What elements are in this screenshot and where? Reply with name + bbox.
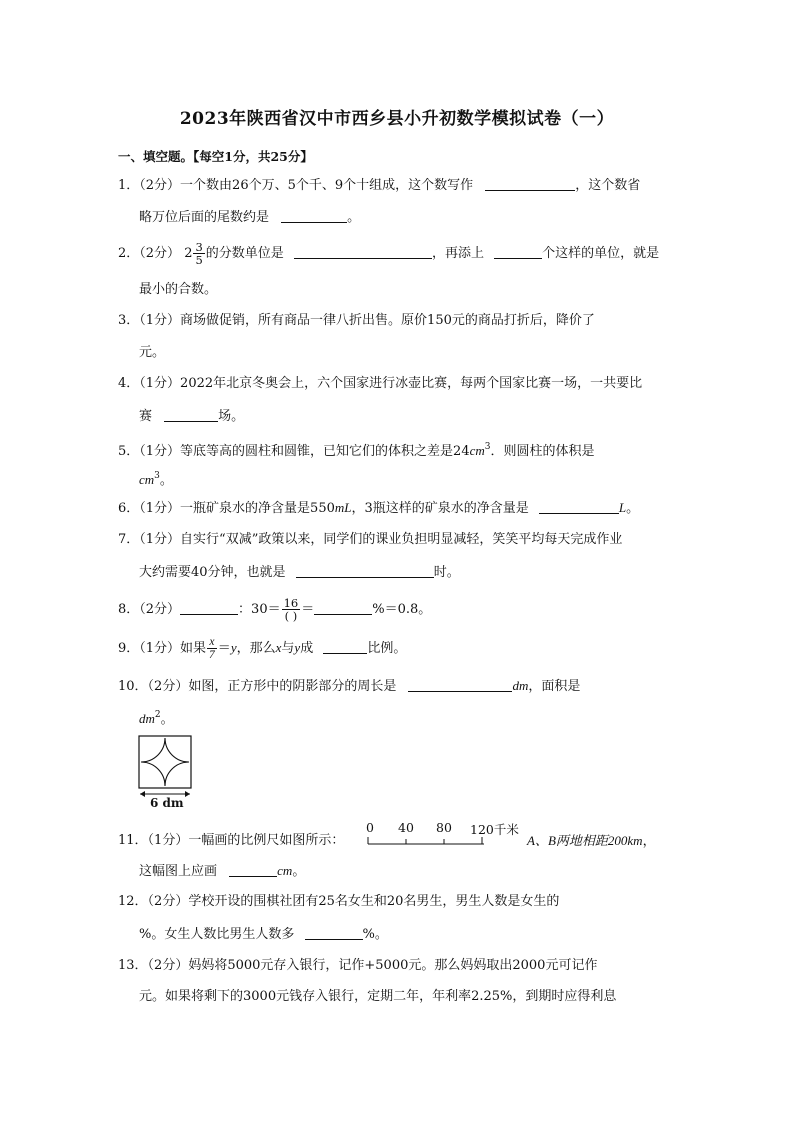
q1-text-3: 略万位后面的尾数约是 (139, 210, 270, 225)
section-heading: 一、填空题。【每空1分，共25分】 (118, 149, 313, 164)
question-1-line-1 (118, 177, 640, 194)
q3-text: 3．（1分）商场做促销，所有商品一律八折出售。原价150元的商品打折后，降价了 (118, 313, 595, 328)
scale-tick-0: 0 (366, 820, 374, 835)
q9-text-3: 与 (281, 641, 295, 656)
question-8-line-1 (118, 597, 431, 622)
q4-blank[interactable] (164, 408, 218, 422)
question-6-line-1 (118, 500, 639, 517)
q2-text: 2．（2分） (118, 246, 181, 261)
q2-text-5: 最小的合数。 (139, 282, 218, 297)
q9-text-5: 比例。 (367, 641, 407, 656)
q11-unit-2: cm (277, 863, 293, 878)
q9-variable-y: y (230, 640, 237, 655)
question-12-line-2 (139, 926, 388, 943)
question-5-line-1 (118, 439, 595, 460)
q10-unit-2: dm (139, 711, 155, 726)
scale-tick-120: 120千米 (470, 822, 519, 837)
q11-text-4: 这幅图上应画 (139, 864, 218, 879)
q2-mixed-whole: 2 (184, 246, 193, 261)
q4-text-3: 场。 (218, 409, 245, 424)
q8-blank-1[interactable] (180, 601, 238, 615)
question-5-line-2 (139, 468, 173, 489)
q6-blank[interactable] (539, 500, 619, 514)
q8-text-3: ＝ (301, 602, 315, 617)
q12-text: 12．（2分）学校开设的围棋社团有25名女生和20名男生，男生人数是女生的 (118, 894, 560, 909)
q2-fraction-denominator: 5 (195, 253, 203, 267)
q13-text: 13．（2分）妈妈将5000元存入银行，记作+5000元。那么妈妈取出2000元可记作 (118, 958, 598, 973)
question-7-line-1 (118, 532, 622, 548)
question-2-line-1 (118, 241, 659, 266)
q11-unit-1: km (627, 833, 643, 848)
q11-text-5: 。 (292, 864, 306, 879)
question-10-line-2 (139, 707, 174, 728)
q5-unit-2: cm (139, 472, 155, 487)
q5-text-3: 。 (159, 473, 173, 488)
q2-fraction-numerator: 3 (195, 240, 203, 254)
question-12-line-1 (118, 894, 559, 910)
q9-blank[interactable] (323, 640, 367, 654)
scale-tick-80: 80 (436, 820, 452, 835)
q4-text-2: 赛 (139, 409, 153, 424)
q8-fraction (282, 597, 301, 622)
q7-blank[interactable] (296, 564, 434, 578)
q8-text: 8．（2分） (118, 602, 181, 617)
q9-text: 9．（1分）如果 (118, 641, 207, 656)
q5-unit: cm (469, 443, 485, 458)
q12-blank[interactable] (305, 926, 363, 940)
q9-fraction-numerator: x (207, 636, 217, 649)
q1-text: 1．（2分）一个数由26个万、5个千、9个十组成，这个数写作 (118, 178, 474, 193)
question-3-line-2 (139, 345, 165, 361)
q2-text-2: 的分数单位是 (205, 246, 284, 261)
q6-unit-2: L (618, 500, 627, 515)
figure-dimension-label: 6 dm (150, 796, 184, 810)
square-figure (138, 735, 192, 789)
question-13-line-1 (118, 958, 597, 974)
question-11-line-1 (118, 833, 344, 849)
q5-text-2: ．则圆柱的体积是 (490, 444, 595, 459)
q7-text: 7．（1分）自实行“双减”政策以来，同学们的课业负担明显减轻，笑笑平均每天完成作业 (118, 532, 623, 547)
q2-text-3: ，再添上 (431, 246, 484, 261)
q7-text-3: 时。 (433, 565, 460, 580)
q7-text-2: 大约需要40分钟，也就是 (139, 565, 286, 580)
q8-fraction-denominator[interactable]: ( ) (284, 609, 298, 623)
question-13-line-2 (139, 989, 616, 1005)
q2-text-4: 个这样的单位，就是 (542, 246, 660, 261)
q8-fraction-numerator: 16 (283, 596, 299, 610)
q6-text-2: ，3瓶这样的矿泉水的净含量是 (351, 501, 529, 516)
q8-blank-2[interactable] (314, 601, 372, 615)
q1-blank-1[interactable] (485, 177, 575, 191)
q4-text: 4．（1分）2022年北京冬奥会上，六个国家进行冰壶比赛，每两个国家比赛一场，一共要比 (118, 376, 643, 391)
q13-text-2: 元。如果将剩下的3000元钱存入银行，定期二年，年利率2.25%，到期时应得利息 (139, 989, 617, 1004)
q5-unit-exponent: 3 (484, 442, 491, 452)
q1-text-2: ，这个数省 (575, 178, 641, 193)
q9-equals: ＝ (217, 641, 231, 656)
q10-unit-exponent: 2 (154, 710, 161, 720)
q6-text: 6．（1分）一瓶矿泉水的净含量是550 (118, 501, 335, 516)
q2-blank-1[interactable] (294, 245, 432, 259)
question-11-line-1b (527, 833, 656, 850)
q9-variable-y-2: y (294, 640, 301, 655)
q10-text: 10．（2分）如图，正方形中的阴影部分的周长是 (118, 679, 397, 694)
q9-text-2: ，那么 (236, 641, 276, 656)
scale-bar (366, 834, 490, 846)
question-2-line-2 (139, 282, 217, 298)
q11-text: 11．（1分）一幅画的比例尺如图所示： (118, 833, 345, 848)
q12-text-3: %。 (362, 927, 388, 942)
q9-text-4: 成 (300, 641, 314, 656)
q10-blank[interactable] (408, 678, 512, 692)
q10-unit-1: dm (512, 678, 529, 693)
q8-text-2: ：30＝ (238, 602, 281, 617)
q11-text-2: A、B两地相距200 (527, 833, 628, 848)
question-11-line-2 (139, 863, 305, 880)
question-3-line-1 (118, 313, 595, 329)
q9-variable-x: x (275, 640, 282, 655)
q6-unit-1: mL (334, 500, 352, 515)
q9-fraction-denominator: 7 (209, 649, 215, 661)
q2-blank-2[interactable] (494, 245, 542, 259)
q9-fraction (207, 636, 217, 661)
q3-text-2: 元。 (139, 345, 166, 360)
question-4-line-1 (118, 376, 642, 392)
q11-text-3: ， (642, 834, 656, 849)
q1-text-4: 。 (347, 210, 361, 225)
question-7-line-2 (139, 564, 460, 581)
question-9-line-1 (118, 636, 406, 661)
q2-fraction (193, 241, 204, 266)
q10-text-3: 。 (160, 712, 174, 727)
scale-tick-40: 40 (398, 820, 414, 835)
exam-title: 2023年陕西省汉中市西乡县小升初数学模拟试卷（一） (179, 109, 615, 129)
q6-text-3: 。 (626, 501, 640, 516)
q5-unit-exponent-2: 3 (154, 471, 160, 481)
q1-blank-2[interactable] (281, 209, 347, 223)
question-1-line-2 (139, 209, 360, 226)
q12-text-2: %。女生人数比男生人数多 (139, 927, 295, 942)
question-10-line-1 (118, 678, 580, 695)
q11-blank[interactable] (229, 863, 277, 877)
q5-text: 5．（1分）等底等高的圆柱和圆锥，已知它们的体积之差是24 (118, 444, 470, 459)
q8-text-4: %＝0.8。 (372, 602, 432, 617)
question-4-line-2 (139, 408, 244, 425)
q10-text-2: ，面积是 (528, 679, 581, 694)
